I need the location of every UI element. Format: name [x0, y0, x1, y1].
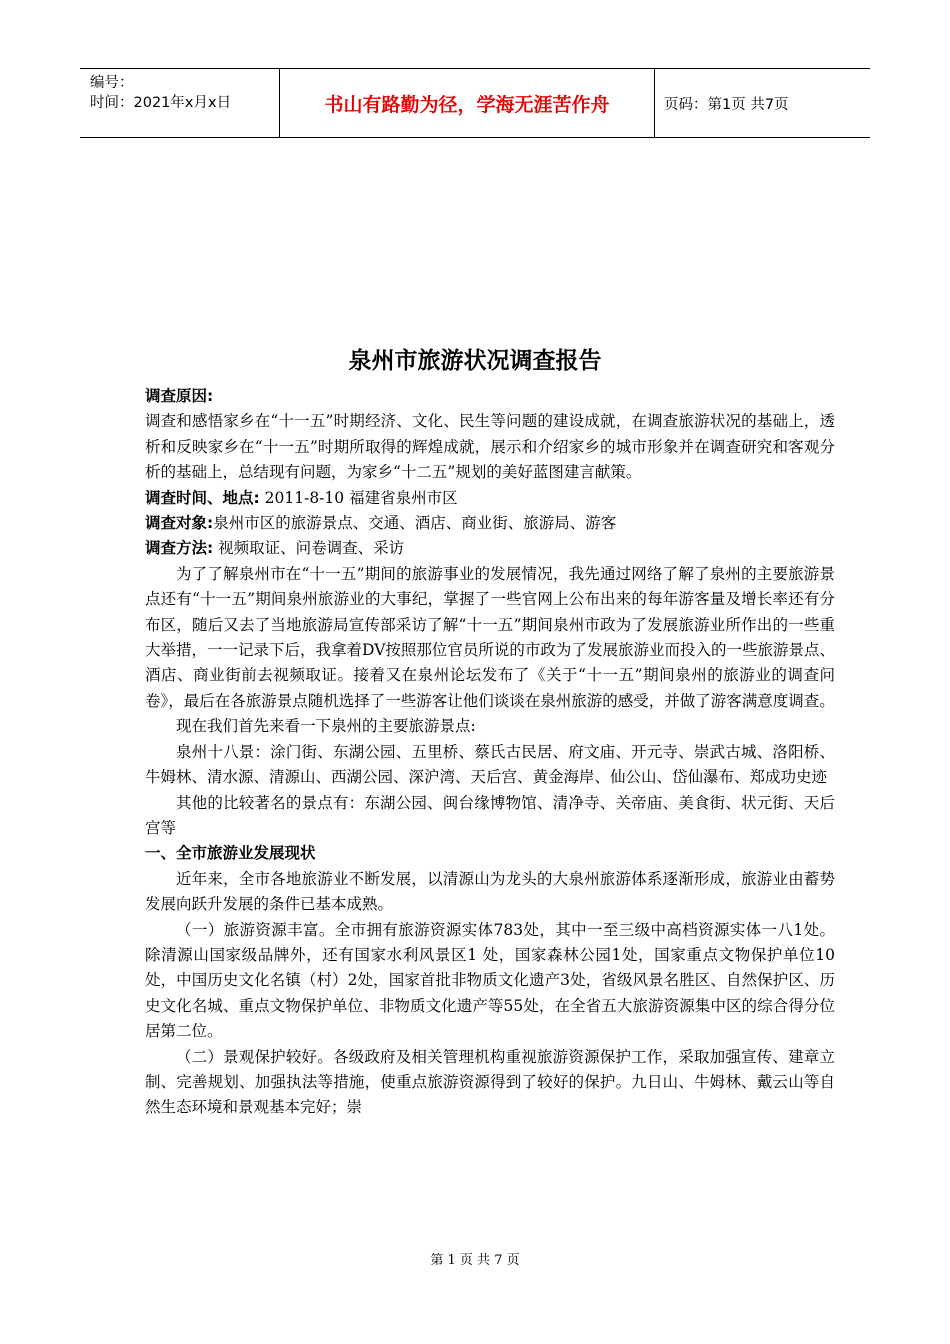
- paragraph-eighteen-sights: 泉州十八景：涂门街、东湖公园、五里桥、蔡氏古民居、府文庙、开元寺、崇武古城、洛阳桥、牛姆林、清水源、清源山、西湖公园、深沪湾、天后宫、黄金海岸、仙公山、岱仙瀑布、郑成功史迹: [145, 742, 835, 787]
- paragraph-resources: （一）旅游资源丰富。全市拥有旅游资源实体783处，其中一至三级中高档资源实体一八1处。除清源山国家级品牌外，还有国家水利风景区1 处，国家森林公园1处，国家重点文物保护单位10处，中国历史文化名镇（村）2处，国家首批非物质文化遗产3处，省级风景名胜区、自然保护区、历史文化名城、重点文物保护单位、非物质文化遗产等55处，在全省五大旅游资源集中区的综合得分位居第二位。: [145, 920, 835, 1041]
- object-value: 泉州市区的旅游景点、交通、酒店、商业街、旅游局、游客: [213, 514, 617, 533]
- document-header: [80, 68, 870, 138]
- section-heading-1: 一、全市旅游业发展现状: [145, 844, 316, 863]
- paragraph-other-sights: 其他的比较著名的景点有：东湖公园、闽台缘博物馆、清净寺、关帝庙、美食街、状元街、天后宫等: [145, 793, 835, 837]
- method-label: 调查方法:: [145, 539, 214, 558]
- header-page-number: 页码：第1页 共7页: [664, 96, 789, 113]
- document-title: 泉州市旅游状况调查报告: [348, 348, 602, 374]
- time-place-label: 调查时间、地点:: [145, 488, 260, 507]
- header-meta: [80, 69, 280, 137]
- method-value: 视频取证、问卷调查、采访: [213, 539, 405, 558]
- paragraph-protection: （二）景观保护较好。各级政府及相关管理机构重视旅游资源保护工作，采取加强宣传、建章立制、完善规划、加强执法等措施，使重点旅游资源得到了较好的保护。九日山、牛姆林、戴云山等自然生态环境和景观基本完好；崇: [145, 1047, 835, 1117]
- doc-date-label: 时间：2021年x月x日: [90, 95, 232, 111]
- time-place-value: 2011-8-10 福建省泉州市区: [259, 488, 458, 507]
- paragraph-intro-sights: 现在我们首先来看一下泉州的主要旅游景点:: [176, 717, 476, 736]
- reason-paragraph: 调查和感悟家乡在“十一五”时期经济、文化、民生等问题的建设成就，在调查旅游状况的基础上，透析和反映家乡在“十一五”时期所取得的辉煌成就，展示和介绍家乡的城市形象并在调查研究和客观分析的基础上，总结现有问题，为家乡“十二五”规划的美好蓝图建言献策。: [145, 412, 835, 482]
- header-motto: 书山有路勤为径，学海无涯苦作舟: [280, 69, 655, 137]
- paragraph-overview: 近年来，全市各地旅游业不断发展，以清源山为龙头的大泉州旅游体系逐渐形成，旅游业由蓄势发展向跃升发展的条件已基本成熟。: [145, 869, 835, 914]
- doc-number-label: 编号：: [90, 75, 134, 91]
- object-line: [145, 511, 835, 536]
- page-footer: 第 1 页 共 7 页: [430, 1253, 520, 1268]
- document-body: [145, 384, 835, 1121]
- object-label: 调查对象:: [145, 514, 214, 533]
- time-place-line: [145, 486, 835, 511]
- method-line: [145, 536, 835, 561]
- paragraph-process: 为了了解泉州市在“十一五”期间的旅游事业的发展情况，我先通过网络了解了泉州的主要旅游景点还有“十一五”期间泉州旅游业的大事纪，掌握了一些官网上公布出来的每年游客量及增长率还有分布区，随后又去了当地旅游局宣传部采访了解“十一五”期间泉州市政为了发展旅游业所作出的一些重大举措，一一记录下后，我拿着DV按照那位官员所说的市政为了发展旅游业而投入的一些旅游景点、酒店、商业街前去视频取证。接着又在泉州论坛发布了《关于“十一五”期间泉州的旅游业的调查问卷》，最后在各旅游景点随机选择了一些游客让他们谈谈在泉州旅游的感受，并做了游客满意度调查。: [145, 564, 835, 710]
- reason-heading: 调查原因:: [145, 387, 214, 405]
